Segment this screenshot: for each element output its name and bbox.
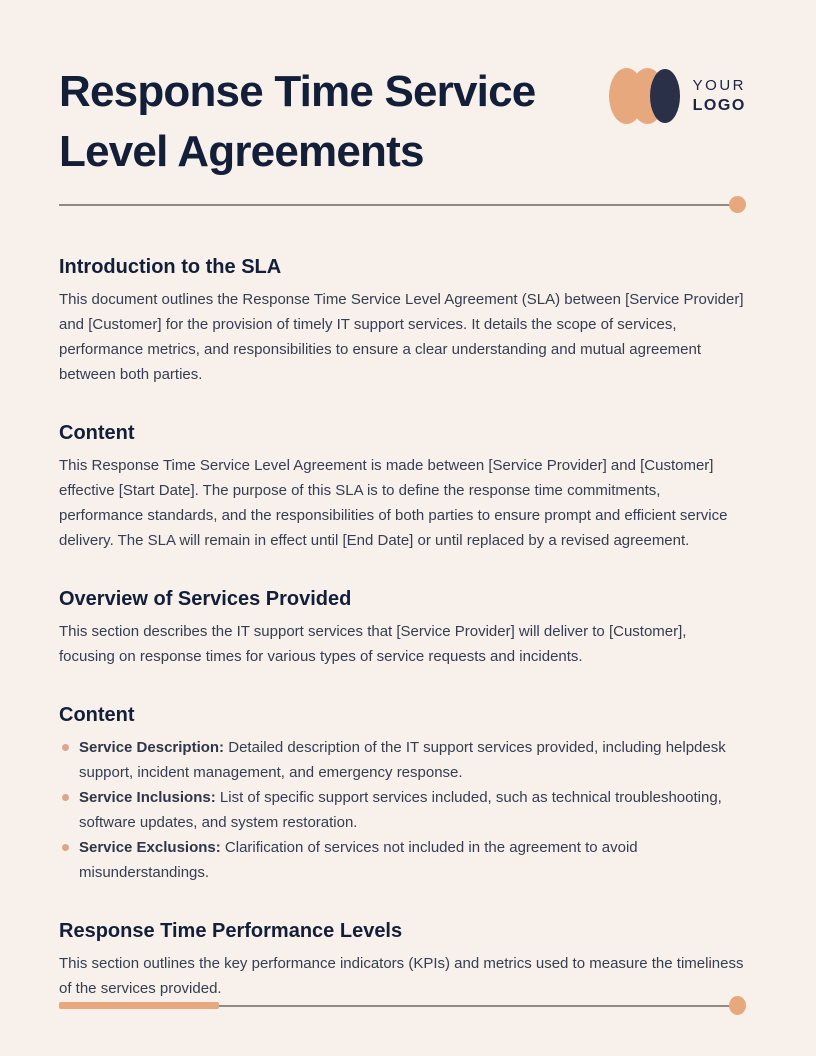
logo-text-line2: LOGO	[692, 97, 746, 114]
bullet-text	[79, 735, 746, 785]
bullet-dot-icon	[62, 844, 69, 851]
footer-divider-dot-icon	[729, 996, 746, 1015]
list-item	[59, 735, 746, 785]
logo-ellipse-navy-icon	[650, 69, 680, 123]
footer-accent-bar	[59, 1002, 219, 1009]
section-heading: Response Time Performance Levels	[59, 920, 403, 942]
bullet-body: Detailed description of the IT support services provided, including helpdesk support, incident management, and emergency response.	[79, 739, 726, 781]
section-heading: Content	[59, 422, 135, 444]
section-content-2	[59, 703, 746, 885]
bullet-label: Service Exclusions:	[79, 839, 221, 856]
list-item	[59, 835, 746, 885]
footer-divider	[59, 996, 746, 1015]
section-overview	[59, 587, 746, 669]
company-logo	[609, 68, 746, 124]
section-paragraph: This section describes the IT support services that [Service Provider] will deliver to [Customer], focusing on response times for various types of service requests and incidents.	[59, 623, 687, 665]
bullet-dot-icon	[62, 744, 69, 751]
divider-dot-icon	[729, 196, 746, 213]
section-paragraph: This Response Time Service Level Agreement is made between [Service Provider] and [Customer] effective [Start Date]. The purpose of this SLA is to define the response time commitments, performance standards, and the responsibilities of both parties to ensure prompt and efficient service delivery. The SLA will remain in effect until [End Date] or until replaced by a revised agreement.	[59, 457, 728, 549]
bullet-text	[79, 785, 746, 835]
section-heading: Overview of Services Provided	[59, 588, 352, 610]
section-content-1	[59, 421, 746, 553]
logo-text-line1: YOUR	[692, 77, 746, 94]
bullet-body: List of specific support services included, such as technical troubleshooting, software updates, and system restoration.	[79, 789, 722, 831]
header	[59, 62, 746, 182]
bullet-dot-icon	[62, 794, 69, 801]
header-divider	[59, 196, 746, 213]
bullet-label: Service Inclusions:	[79, 789, 216, 806]
bullet-text	[79, 835, 746, 885]
section-introduction	[59, 255, 746, 387]
list-item	[59, 785, 746, 835]
section-heading: Content	[59, 704, 135, 726]
divider-line	[59, 204, 733, 206]
section-paragraph: This section outlines the key performance indicators (KPIs) and metrics used to measure the timeliness of the services provided.	[59, 955, 744, 997]
bullet-body: Clarification of services not included in the agreement to avoid misunderstandings.	[79, 839, 638, 881]
section-heading: Introduction to the SLA	[59, 256, 282, 278]
logo-text	[693, 76, 746, 116]
logo-ellipses-icon	[609, 68, 680, 124]
footer-divider-line	[219, 1005, 735, 1007]
section-performance-levels	[59, 919, 746, 1001]
bullet-list	[59, 735, 746, 885]
bullet-label: Service Description:	[79, 739, 225, 756]
section-paragraph: This document outlines the Response Time Service Level Agreement (SLA) between [Service Provider] and [Customer] for the provision of timely IT support services. It details the scope of services, performance metrics, and responsibilities to ensure a clear understanding and mutual agreement between both parties.	[59, 291, 744, 383]
page-title: Response Time Service Level Agreements	[59, 67, 536, 176]
